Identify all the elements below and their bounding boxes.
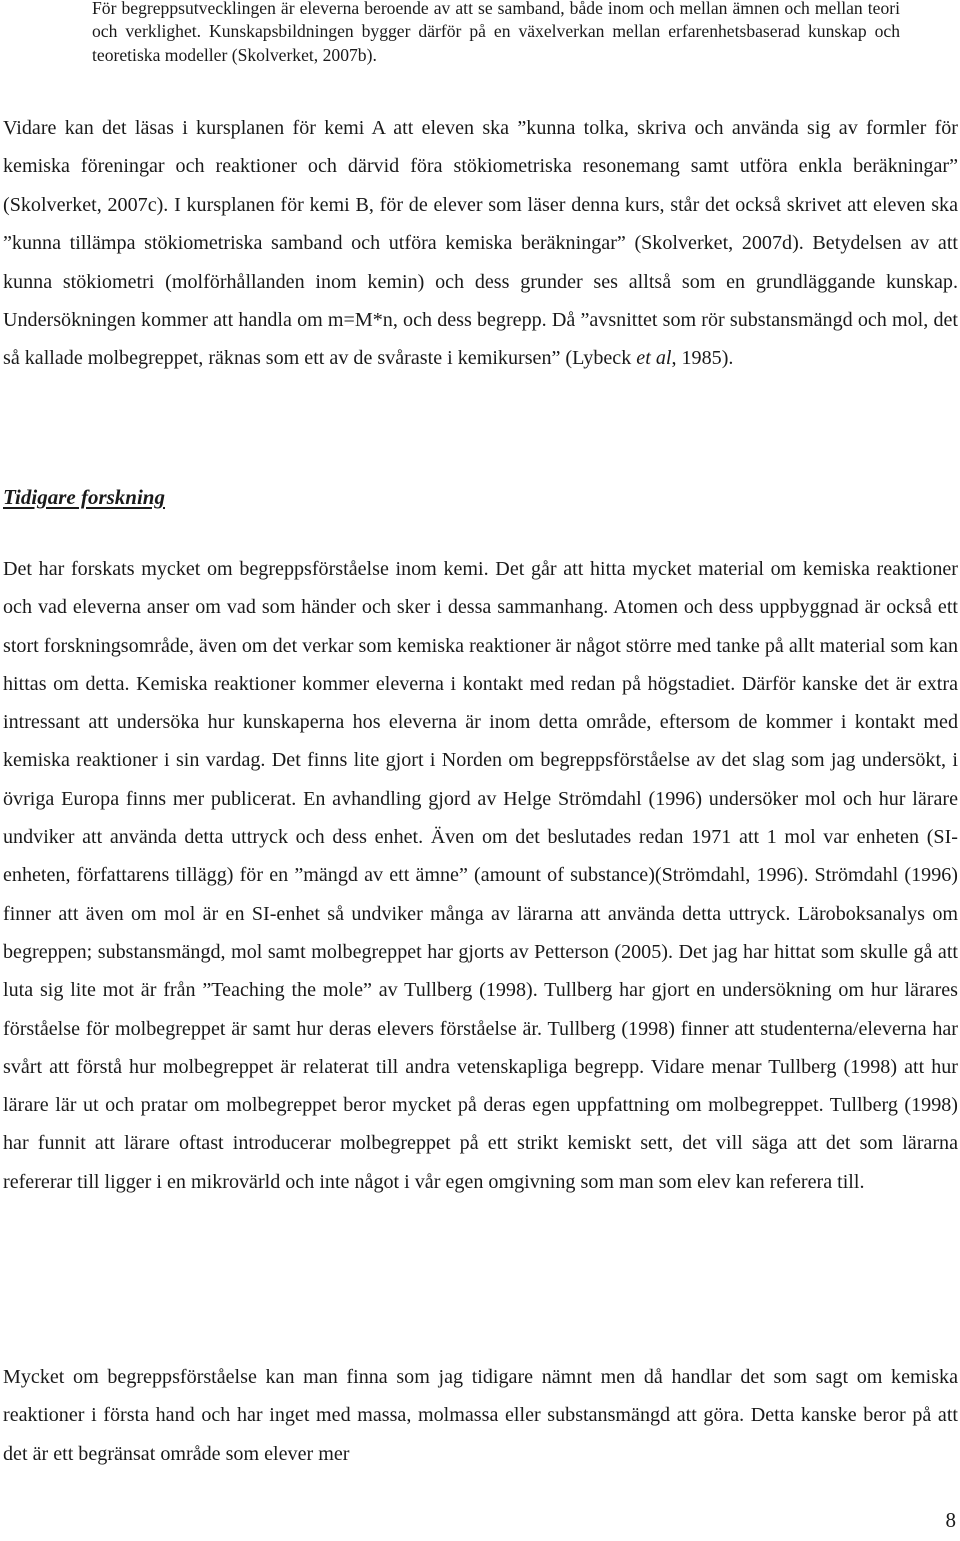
section-heading: Tidigare forskning — [3, 485, 165, 509]
paragraph-curriculum-citation-end: , 1985). — [671, 347, 734, 370]
page-number: 8 — [945, 1508, 956, 1532]
intro-paragraph: För begreppsutvecklingen är eleverna beroende av att se samband, både inom och mellan ämnen och mellan teori och verklighet. Kunskapsbildningen bygger därför på en växelverkan mellan erfarenhetsbaserad kunskap och teoretiska modeller (Skolverket, 2007b). — [92, 0, 900, 65]
paragraph-curriculum-text: Vidare kan det läsas i kursplanen för kemi A att eleven ska ”kunna tolka, skriva och använda sig av formler för kemiska föreningar och reaktioner och därvid föra stökiometriska resonemang samt utföra enkla beräkningar” (Skolverket, 2007c). I kursplanen för kemi B, för de elever som läser denna kurs, står det också skrivet att eleven ska ”kunna tillämpa stökiometriska samband och utföra kemiska beräkningar” (Skolverket, 2007d). Betydelsen av att kunna stökiometri (molförhållanden inom kemin) och dess grunder ses alltså som en grundläggande kunskap. Undersökningen kommer att handla om m=M*n, och dess begrepp. Då ”avsnittet som rör substansmängd och mol, det så kallade molbegreppet, räknas som ett av de svåraste i kemikursen” (Lybeck — [3, 117, 958, 370]
paragraph-previous-research: Det har forskats mycket om begreppsförståelse inom kemi. Det går att hitta mycket material om kemiska reaktioner och vad eleverna anser om vad som händer och sker i dessa sammanhang. Atomen och dess uppbyggnad är också ett stort forskningsområde, även om det verkar som kemiska reaktioner är något större med tanke på allt material som kan hittas om detta. Kemiska reaktioner kommer eleverna i kontakt med redan på högstadiet. Därför kanske det är extra intressant att undersöka hur kunskaperna hos eleverna är inom detta område, eftersom de kommer i kontakt med kemiska reaktioner i sin vardag. Det finns lite gjort i Norden om begreppsförståelse av det slag som jag undersökt, i övriga Europa finns mer publicerat. En avhandling gjord av Helge Strömdahl (1996) undersöker mol och hur lärare undviker att använda detta uttryck och dess enhet. Även om det beslutades redan 1971 att 1 mol var enheten (SI-enheten, författarens tillägg) för en ”mängd av ett ämne” (amount of substance)(Strömdahl, 1996). Strömdahl (1996) finner att även om mol är en SI-enhet så undviker många av lärarna att använda detta uttryck. Läroboksanalys om begreppen; substansmängd, mol samt molbegreppet har gjorts av Petterson (2005). Det jag har hittat som skulle gå att luta sig lite mot är från ”Teaching the mole” av Tullberg (1998). Tullberg har gjort en undersökning om hur lärares förståelse för molbegreppet är samt hur deras elevers förståelse är. Tullberg (1998) finner att studenterna/eleverna har svårt att förstå hur molbegreppet är relaterat till andra vetenskapliga begrepp. Vidare menar Tullberg (1998) att hur lärare lär ut och pratar om molbegreppet beror mycket på deras egen uppfattning om molbegreppet. Tullberg (1998) har funnit att lärare oftast introducerar molbegreppet på ett strikt kemiskt sett, det vill säga att det som lärarna refererar till ligger i en mikrovärld och inte något i vår egen omgivning som man som elev kan referera till. — [3, 558, 958, 1193]
paragraph-concept-understanding: Mycket om begreppsförståelse kan man finna som jag tidigare nämnt men då handlar det som sagt om kemiska reaktioner i första hand och har inget med massa, molmassa eller substansmängd att göra. Detta kanske beror på att det är ett begränsat område som elever mer — [3, 1366, 958, 1465]
paragraph-curriculum — [3, 109, 958, 378]
et-al-italic: et al — [636, 347, 672, 370]
